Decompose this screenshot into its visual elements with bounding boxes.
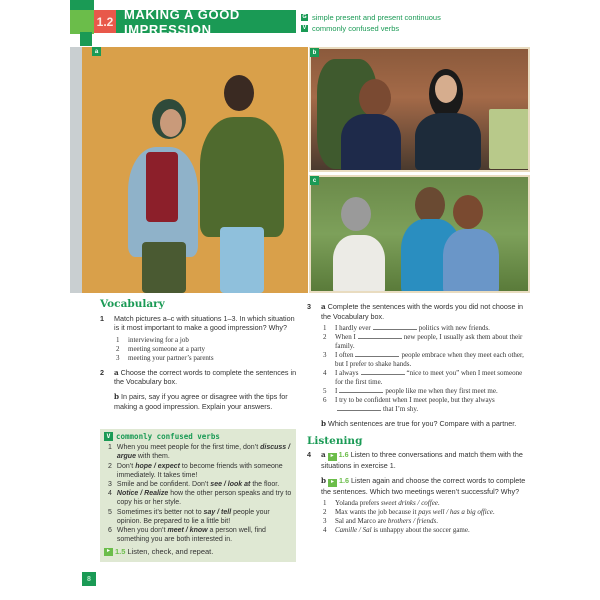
unit-title: MAKING A GOOD IMPRESSION <box>116 10 296 33</box>
woman-face <box>435 75 457 103</box>
objective-text: simple present and present continuous <box>312 13 441 22</box>
audio-track: 1.6 <box>339 475 350 485</box>
dark-top <box>415 113 481 171</box>
list-item: 5 I people like me when they first meet me. <box>323 387 498 396</box>
exercise-4b: b ▸ 1.6 Listen again and choose the correct words to complete the sentences. Which two meetings weren’t successful? Why? <box>321 475 526 496</box>
list-item: 4 Camille / Sal is unhappy about the soccer game. <box>323 526 470 535</box>
audio-track: 1.6 <box>338 450 349 460</box>
word-choice[interactable]: pays well / has a big office <box>418 508 493 517</box>
vocabulary-sentences <box>108 443 292 544</box>
right-column <box>307 302 529 540</box>
person-head <box>453 195 483 229</box>
list-item: 1 interviewing for a job <box>116 335 189 344</box>
list-item: 2 Don’t hope / expect to become friends with someone immediately. It takes time! <box>108 462 283 479</box>
answer-blank[interactable] <box>358 333 402 339</box>
speaker-icon[interactable]: ▸ <box>104 548 113 556</box>
unit-number: 1.2 <box>94 10 116 33</box>
vocabulary-badge-icon: V <box>104 432 113 441</box>
word-choice[interactable]: say / tell <box>203 508 232 516</box>
exercise-number: 4 <box>307 450 311 460</box>
speaker-icon[interactable]: ▸ <box>328 479 337 487</box>
vocabulary-box-title: V commonly confused verbs <box>104 432 292 441</box>
photo-a-couple-against-wall <box>70 47 308 293</box>
photo-label-c: c <box>310 176 319 185</box>
answer-blank[interactable] <box>339 387 383 393</box>
word-choice[interactable]: see / look at <box>210 481 251 489</box>
word-choice[interactable]: Notice / Realize <box>116 490 169 498</box>
exercise-2 <box>100 368 298 411</box>
navy-shirt <box>341 114 401 172</box>
objective-vocabulary <box>301 23 441 34</box>
list-item: 2 meeting someone at a party <box>116 344 205 353</box>
vocabulary-badge-icon: V <box>302 25 307 31</box>
exercise-number: 2 <box>100 367 104 377</box>
exercise-2a: a Choose the correct words to complete the sentences in the Vocabulary box. <box>114 367 297 387</box>
vocabulary-section <box>100 300 298 416</box>
answer-blank[interactable] <box>355 351 399 357</box>
green-pants <box>142 242 186 293</box>
list-item: 5 Sometimes it’s better not to say / tell people your opinion. Be prepared to lie a little bit! <box>108 508 270 525</box>
photo-b-job-interview <box>309 47 530 172</box>
list-item: 1 I hardly ever politics with new friends. <box>323 324 490 333</box>
list-item: 6 I try to be confident when I meet people, but they alwaysthat I’m shy. <box>323 396 495 414</box>
page-number: 8 <box>82 572 96 586</box>
exercise-number: 3 <box>307 302 311 311</box>
audio-track: 1.5 <box>115 547 126 557</box>
list-item: 3 meeting your partner’s parents <box>116 353 214 362</box>
exercise-4 <box>307 450 529 535</box>
list-item: 2 Max wants the job because it pays well / has a big office. <box>323 508 495 517</box>
list-item: 4 I always “nice to meet you” when I meet someone for the first time. <box>323 369 523 387</box>
list-item: 1 When you meet people for the first time, don’t discuss / argue with them. <box>108 444 291 461</box>
audio-instruction[interactable]: ▸ 1.5 Listen, check, and repeat. <box>104 547 213 556</box>
word-choice[interactable]: hope / expect <box>135 462 180 470</box>
vocabulary-box <box>100 429 296 562</box>
photo-c-meeting-parents <box>309 175 530 293</box>
exercise-3b: b Which sentences are true for you? Compare with a partner. <box>321 419 517 429</box>
list-item: 4 Notice / Realize how the other person speaks and try to copy his or her style. <box>108 490 292 507</box>
objective-text: commonly confused verbs <box>312 24 400 33</box>
denim-shirt <box>443 229 499 293</box>
word-choice[interactable]: sweet drinks / coffee <box>380 499 438 508</box>
exercise-4a: a ▸ 1.6 Listen to three conversations and match them with the situations in exercise 1. <box>321 450 523 471</box>
exercise-2b: b In pairs, say if you agree or disagree with the tips for making a good impression. Explain your answers. <box>114 391 288 411</box>
word-choice[interactable]: discuss / argue <box>116 444 291 461</box>
answer-blank[interactable] <box>373 324 417 330</box>
grammar-badge-icon: G <box>302 14 307 20</box>
photo-label-b: b <box>310 48 319 57</box>
chair <box>489 109 529 169</box>
situation-list <box>116 336 298 363</box>
person-head <box>224 75 254 111</box>
speaker-icon[interactable]: ▸ <box>328 453 337 461</box>
word-choice[interactable]: brothers / friends <box>387 517 437 526</box>
section-heading: Listening <box>307 434 363 447</box>
section-heading: Vocabulary <box>100 298 165 310</box>
exercise-number: 1 <box>100 313 104 323</box>
lesson-objectives <box>301 12 441 34</box>
person-face <box>160 109 182 137</box>
exercise-instruction: Match pictures a–c with situations 1–3. In which situation is it most important to make a good impression? Why? <box>114 313 295 333</box>
list-item: 6 When you don’t meet / know a person well, find something you are both interested in. <box>108 527 266 544</box>
decor-square <box>80 32 92 46</box>
answer-blank[interactable] <box>361 369 405 375</box>
fill-in-list <box>323 324 529 414</box>
answer-blank[interactable] <box>337 405 381 411</box>
list-item: 2 When I new people, I usually ask them about their family. <box>323 333 523 351</box>
list-item: 3 Sal and Marco are brothers / friends. <box>323 517 438 526</box>
listening-sentences <box>323 499 529 535</box>
word-choice[interactable]: Camille / Sal <box>335 526 372 535</box>
exercise-3 <box>307 302 529 429</box>
red-shirt <box>146 152 178 222</box>
list-item: 1 Yolanda prefers sweet drinks / coffee. <box>323 499 440 508</box>
white-blouse <box>333 235 385 293</box>
exercise-3a: a Complete the sentences with the words you did not choose in the Vocabulary box. <box>321 302 524 321</box>
word-choice[interactable]: meet / know <box>167 527 208 535</box>
decor-square <box>70 10 94 34</box>
exercise-1 <box>100 314 298 363</box>
list-item: 3 Smile and be confident. Don’t see / look at the floor. <box>108 481 280 489</box>
objective-grammar <box>301 12 441 23</box>
green-bomber-jacket <box>200 117 284 237</box>
list-item: 3 I often people embrace when they meet each other, but I prefer to shake hands. <box>323 351 524 369</box>
person-head <box>341 197 371 231</box>
photo-label-a: a <box>92 47 101 56</box>
light-jeans <box>220 227 264 293</box>
person-head <box>415 187 445 223</box>
person-head <box>359 79 391 117</box>
